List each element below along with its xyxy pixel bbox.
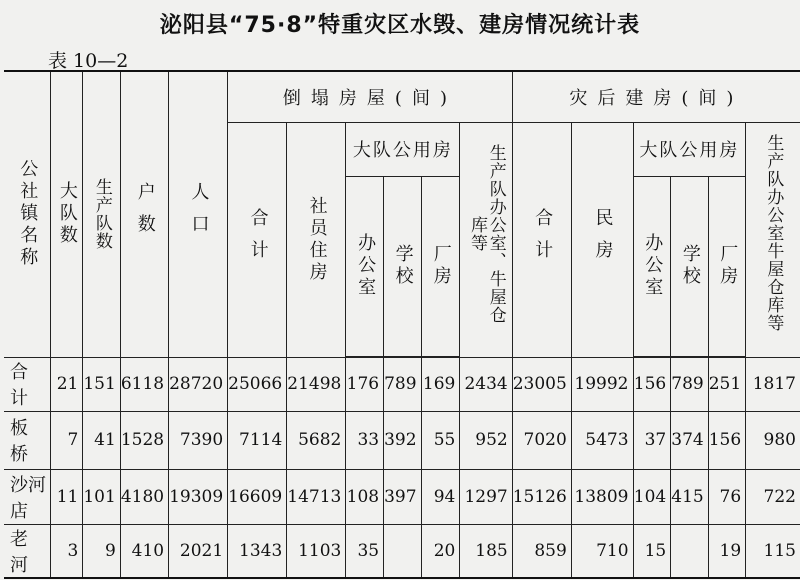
- cell-collapsed-factory: 94: [421, 469, 460, 524]
- cell-collapsed-factory: 55: [421, 411, 460, 469]
- cell-rebuilt-office: 104: [633, 469, 671, 524]
- header-collapsed-factory: 厂房: [421, 176, 460, 356]
- cell-collapsed-factory: 169: [421, 357, 460, 411]
- header-collapsed-group: 倒塌房屋(间): [228, 71, 513, 122]
- cell-member-housing: 5682: [287, 411, 346, 469]
- cell-collapsed-team: 952: [460, 411, 512, 469]
- header-households: 户数: [120, 71, 168, 357]
- cell-brigades: 3: [50, 524, 83, 578]
- header-teams: 生产队数: [83, 71, 120, 357]
- table-row: [4, 411, 800, 469]
- header-member-housing: 社员住房: [287, 122, 346, 357]
- cell-member-housing: 1103: [287, 524, 346, 578]
- header-collapsed-school: 学校: [384, 176, 421, 356]
- cell-rebuilt-school: 415: [671, 469, 708, 524]
- cell-teams: 101: [83, 469, 120, 524]
- statistics-table: [4, 70, 800, 579]
- table-row: [4, 469, 800, 524]
- cell-civil-housing: 13809: [571, 469, 633, 524]
- cell-rebuilt-school: 374: [671, 411, 708, 469]
- cell-collapsed-school: 789: [384, 357, 421, 411]
- cell-rebuilt-factory: 19: [708, 524, 745, 578]
- header-civil-housing: 民房: [571, 122, 633, 357]
- cell-households: 1528: [120, 411, 168, 469]
- cell-brigades: 11: [50, 469, 83, 524]
- cell-civil-housing: 5473: [571, 411, 633, 469]
- page-title: 泌阳县“75·8”特重灾区水毁、建房情况统计表: [159, 13, 641, 38]
- header-rebuilt-factory: 厂房: [708, 176, 745, 356]
- cell-households: 410: [120, 524, 168, 578]
- row-name: 老 河: [4, 524, 50, 578]
- cell-households: 4180: [120, 469, 168, 524]
- cell-rebuilt-office: 156: [633, 357, 671, 411]
- row-name: 板 桥: [4, 411, 50, 469]
- header-population: 人口: [169, 71, 228, 357]
- cell-collapsed-team: 1297: [460, 469, 512, 524]
- cell-rebuilt-office: 37: [633, 411, 671, 469]
- cell-member-housing: 21498: [287, 357, 346, 411]
- cell-population: 19309: [169, 469, 228, 524]
- table-row: [4, 357, 800, 411]
- header-rebuilt-team-buildings: 生产队办公室牛屋仓库等: [746, 122, 800, 357]
- cell-rebuilt-factory: 156: [708, 411, 745, 469]
- header-brigades: 大队数: [50, 71, 83, 357]
- cell-rebuilt-total: 7020: [512, 411, 571, 469]
- cell-population: 2021: [169, 524, 228, 578]
- cell-collapsed-office: 35: [346, 524, 384, 578]
- cell-collapsed-office: 108: [346, 469, 384, 524]
- cell-teams: 151: [83, 357, 120, 411]
- header-rebuilt-group: 灾后建房(间): [512, 71, 800, 122]
- cell-collapsed-office: 33: [346, 411, 384, 469]
- cell-rebuilt-team: 115: [746, 524, 800, 578]
- header-rebuilt-school: 学校: [671, 176, 708, 356]
- table-row: [4, 524, 800, 578]
- header-commune: 公社镇名称: [4, 71, 50, 357]
- header-rebuilt-brigade-public: 大队公用房: [633, 122, 746, 176]
- cell-rebuilt-total: 859: [512, 524, 571, 578]
- cell-rebuilt-school: [671, 524, 708, 578]
- cell-rebuilt-office: 15: [633, 524, 671, 578]
- header-collapsed-total: 合计: [228, 122, 287, 357]
- cell-rebuilt-total: 15126: [512, 469, 571, 524]
- row-name: 合 计: [4, 357, 50, 411]
- cell-collapsed-school: 392: [384, 411, 421, 469]
- cell-rebuilt-team: 1817: [746, 357, 800, 411]
- cell-teams: 9: [83, 524, 120, 578]
- header-collapsed-office: 办公室: [346, 176, 384, 356]
- cell-brigades: 21: [50, 357, 83, 411]
- cell-brigades: 7: [50, 411, 83, 469]
- cell-rebuilt-school: 789: [671, 357, 708, 411]
- cell-rebuilt-factory: 251: [708, 357, 745, 411]
- header-collapsed-team-buildings: 生产队办公室、牛屋仓库等: [460, 122, 512, 357]
- cell-rebuilt-total: 23005: [512, 357, 571, 411]
- cell-collapsed-school: 397: [384, 469, 421, 524]
- cell-member-housing: 14713: [287, 469, 346, 524]
- cell-collapsed-total: 7114: [228, 411, 287, 469]
- cell-collapsed-factory: 20: [421, 524, 460, 578]
- cell-collapsed-team: 2434: [460, 357, 512, 411]
- cell-collapsed-total: 25066: [228, 357, 287, 411]
- cell-collapsed-team: 185: [460, 524, 512, 578]
- header-rebuilt-total: 合计: [512, 122, 571, 357]
- header-collapsed-brigade-public: 大队公用房: [346, 122, 460, 176]
- cell-collapsed-office: 176: [346, 357, 384, 411]
- cell-rebuilt-team: 980: [746, 411, 800, 469]
- row-name: 沙河店: [4, 469, 50, 524]
- cell-collapsed-total: 1343: [228, 524, 287, 578]
- cell-population: 7390: [169, 411, 228, 469]
- cell-teams: 41: [83, 411, 120, 469]
- cell-collapsed-school: [384, 524, 421, 578]
- cell-households: 6118: [120, 357, 168, 411]
- cell-civil-housing: 710: [571, 524, 633, 578]
- table-number: 表 10—2: [48, 50, 129, 72]
- header-rebuilt-office: 办公室: [633, 176, 671, 356]
- cell-civil-housing: 19992: [571, 357, 633, 411]
- cell-collapsed-total: 16609: [228, 469, 287, 524]
- cell-rebuilt-factory: 76: [708, 469, 745, 524]
- cell-population: 28720: [169, 357, 228, 411]
- cell-rebuilt-team: 722: [746, 469, 800, 524]
